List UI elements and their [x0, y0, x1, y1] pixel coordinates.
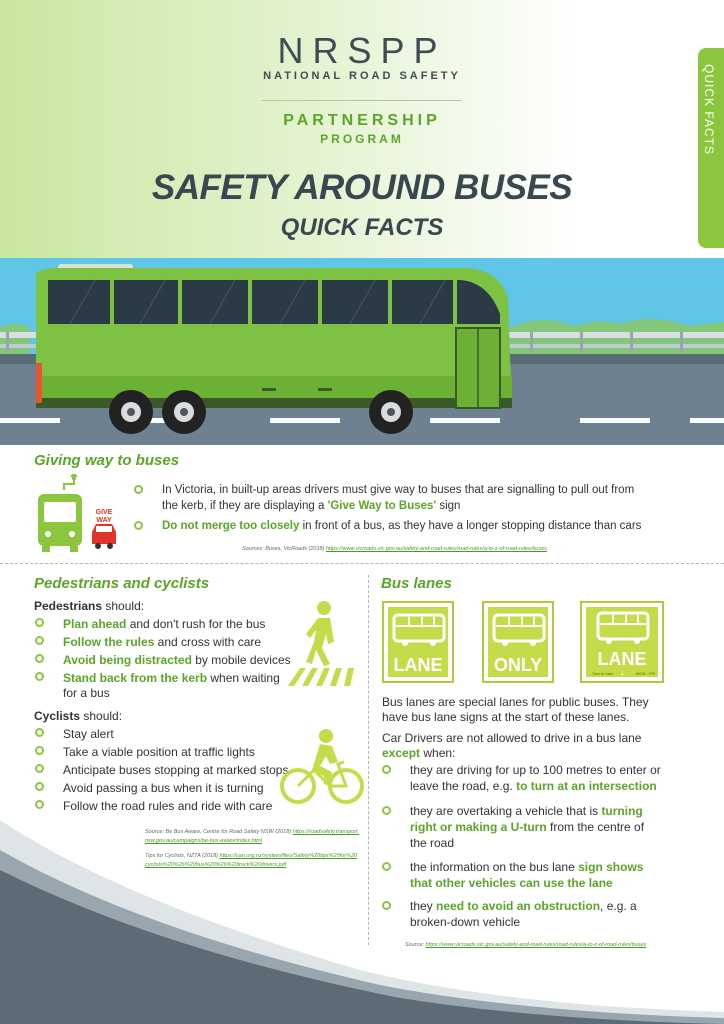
section-divider: [0, 563, 724, 564]
bus-lanes-para-2-line-1: Car Drivers are not allowed to drive in a bus lane: [382, 731, 642, 745]
ped-item-2-text: and cross with care: [154, 635, 262, 649]
pedestrians-source-2-link-a[interactable]: https://can.org.nz/system/files/Safety%20tips%20for%20: [219, 853, 358, 859]
giving-way-source-link[interactable]: https://www.vicroads.vic.gov.au/safety-and-road-rules/road-rules/a-to-z-of-road-rules/buses: [325, 546, 547, 552]
pedestrians-source-1-cont: [145, 838, 262, 844]
except-highlight: except: [382, 746, 421, 760]
pedestrians-source-2: [145, 853, 357, 859]
ped-item-1: [63, 617, 265, 631]
pedestrian-crossing-icon: [282, 598, 364, 690]
sign-2-word: ONLY: [493, 655, 543, 675]
bus-lane-item-4-highlight: need to avoid an obstruction: [436, 899, 601, 913]
cyc-item-3: Anticipate buses stopping at marked stops: [63, 763, 289, 777]
bus-lane-item-2-highlight-a: turning: [601, 804, 643, 818]
bus-lanes-source-link[interactable]: https://www.vicroads.vic.gov.au/safety-and-road-rules/road-rules/a-to-z-of-road-rules/buses: [425, 942, 647, 948]
bus-lane-item-3-highlight-a: sign shows: [578, 860, 644, 874]
bus-lane-item-4-text: they: [410, 899, 437, 913]
pedestrians-label-rest: should:: [102, 599, 145, 613]
cyc-item-4: Avoid passing a bus when it is turning: [63, 781, 264, 795]
logo-subtitle: NATIONAL ROAD SAFETY: [263, 70, 461, 82]
bus-lanes-heading: Bus lanes: [381, 575, 452, 592]
cyclist-icon: [280, 728, 364, 808]
logo-program: PROGRAM: [320, 132, 404, 146]
pedestrians-source-1-link-b[interactable]: nsw.gov.au/campaigns/be-bus-aware/index.html: [145, 838, 262, 844]
logo-partnership: PARTNERSHIP: [283, 112, 441, 129]
bullet-icon: [134, 485, 143, 494]
bus-lane-item-3-highlight-b: that other vehicles can use the lane: [410, 876, 613, 890]
pedestrians-label: Pedestrians: [34, 599, 103, 613]
bus-lane-item-1-line-2: [410, 779, 657, 794]
logo-divider: [262, 100, 462, 101]
pedestrians-source-1-label: Source: Be Bus Aware, Centre for Road Safety NSW (2018): [145, 829, 293, 835]
ped-item-1-highlight: Plan ahead: [63, 617, 127, 631]
bus-lane-item-4-tail: , e.g. a: [600, 899, 637, 913]
ped-item-4-highlight: Stand back from the kerb: [63, 671, 208, 685]
quick-facts-tab-label: QUICK FACTS: [702, 64, 716, 156]
bus-lane-sign-3: [580, 601, 664, 683]
arrow-down-icon: ↓: [620, 667, 625, 677]
bus-body: [36, 264, 512, 408]
giving-way-item-1-text: In Victoria, in built-up areas drivers must give way to buses that are signalling to pull out from the kerb, if they are displaying a: [162, 484, 635, 512]
giving-way-item-1-tail: sign: [436, 500, 461, 512]
pedestrians-subheading: [34, 599, 144, 613]
bus-lane-item-3-text: the information on the bus lane: [410, 860, 579, 874]
bus-lane-item-3-line-2: [410, 876, 613, 891]
give-way-sign: [92, 509, 116, 525]
giving-way-item-2-highlight: Do not merge too closely: [162, 520, 300, 532]
give-way-sign-line2: WAY: [96, 517, 112, 524]
bullet-icon: [35, 746, 44, 755]
bullet-icon: [35, 764, 44, 773]
bus-scene-illustration: [0, 258, 724, 445]
bus-lane-sign-1: [382, 601, 454, 683]
giving-way-source: [242, 546, 547, 552]
bus-lane-item-2-text: they are overtaking a vehicle that is: [410, 804, 602, 818]
ped-item-2: [63, 635, 261, 649]
bus-lanes-para-1-line-1: Bus lanes are special lanes for public buses. They: [382, 695, 649, 709]
except-rest: when:: [420, 746, 456, 760]
sign-3-days: MON - FRI: [636, 671, 656, 676]
bus-lane-item-4-line-1: [410, 899, 637, 914]
pedestrians-source-1: [145, 829, 359, 835]
bus-lane-item-2-line-3: the road: [410, 836, 455, 850]
bullet-icon: [35, 618, 44, 627]
bullet-icon: [35, 782, 44, 791]
page-subtitle: QUICK FACTS: [280, 214, 444, 241]
pedestrians-source-2-label: Tips for Cyclists, NZTA (2018): [145, 853, 220, 859]
bullet-icon: [382, 901, 391, 910]
ped-item-3: [63, 653, 291, 667]
cyclists-label: Cyclists: [34, 709, 81, 723]
bus-lane-item-1-text: leave the road, e.g.: [410, 779, 517, 793]
hills-left: [0, 324, 30, 358]
bullet-icon: [134, 521, 143, 530]
pedestrians-source-2-cont: [145, 862, 286, 868]
page-title: SAFETY AROUND BUSES: [151, 168, 573, 207]
sign-bus-icon: [596, 611, 650, 645]
logo-wordmark: NRSPP: [277, 30, 447, 71]
bus-lane-item-4-line-2: broken-down vehicle: [410, 915, 521, 929]
sign-3-word: LANE: [597, 649, 647, 669]
bullet-icon: [35, 800, 44, 809]
cyc-item-1: Stay alert: [63, 727, 114, 741]
give-way-sign-line1: GIVE: [95, 509, 113, 516]
bullet-icon: [35, 654, 44, 663]
sign-3-hours: 7am to 9am: [592, 671, 614, 676]
sign-bus-icon: [392, 613, 446, 647]
giving-way-item-2: [162, 518, 662, 534]
sign-bus-icon: [492, 613, 546, 647]
giving-way-heading: Giving way to buses: [34, 452, 180, 469]
bus-lanes-source: [405, 942, 646, 948]
ped-item-4-line2: for a bus: [63, 686, 110, 700]
giving-way-item-1-highlight: 'Give Way to Buses': [327, 500, 437, 512]
cyclists-subheading: [34, 709, 122, 723]
bus-lanes-para-2-line-2: [382, 746, 455, 761]
cyc-item-2: Take a viable position at traffic lights: [63, 745, 255, 759]
bullet-icon: [35, 728, 44, 737]
quick-facts-tab: [698, 48, 724, 248]
bus-lane-item-1-line-1: they are driving for up to 100 metres to enter or: [410, 763, 661, 777]
pedestrians-source-1-link-a[interactable]: https://roadsafety.transport.: [292, 829, 360, 835]
pedestrians-source-2-link-b[interactable]: cyclists%20%26%20bus%20%26%20truck%20drivers.pdf: [145, 862, 287, 868]
bus-lane-item-2-line-1: [410, 804, 643, 819]
ped-item-2-highlight: Follow the rules: [63, 635, 155, 649]
bus-lanes-source-label: Source:: [405, 942, 426, 948]
bullet-icon: [382, 862, 391, 871]
ped-item-4-text: when waiting: [207, 671, 280, 685]
bus-lane-item-3-line-1: [410, 860, 643, 875]
bullet-icon: [382, 765, 391, 774]
ped-item-4: [63, 671, 280, 685]
bullet-icon: [382, 806, 391, 815]
bus-lane-item-1-highlight: to turn at an intersection: [516, 779, 657, 793]
giving-way-source-label: Sources: Buses, VicRoads (2018): [242, 546, 326, 552]
bullet-icon: [35, 672, 44, 681]
bus-lanes-para-1-line-2: have bus lane signs at the start of these lanes.: [382, 710, 630, 724]
bus-lane-item-2-highlight-b: right or making a U-turn: [410, 820, 547, 834]
pedestrians-heading: Pedestrians and cyclists: [34, 575, 210, 592]
cyclists-label-rest: should:: [80, 709, 123, 723]
bus-lane-item-2-line-2: [410, 820, 644, 835]
ped-item-3-text: by mobile devices: [191, 653, 291, 667]
giving-way-item-1: [162, 482, 652, 514]
bullet-icon: [35, 636, 44, 645]
ped-item-3-highlight: Avoid being distracted: [63, 653, 192, 667]
cyc-item-5: Follow the road rules and ride with care: [63, 799, 273, 813]
bus-lane-item-2-tail: from the centre of: [546, 820, 645, 834]
bus-lane-sign-2: [482, 601, 554, 683]
ped-item-1-text: and don't rush for the bus: [126, 617, 266, 631]
sign-1-word: LANE: [393, 655, 443, 675]
giving-way-item-2-text: in front of a bus, as they have a longer stopping distance than cars: [299, 520, 642, 532]
